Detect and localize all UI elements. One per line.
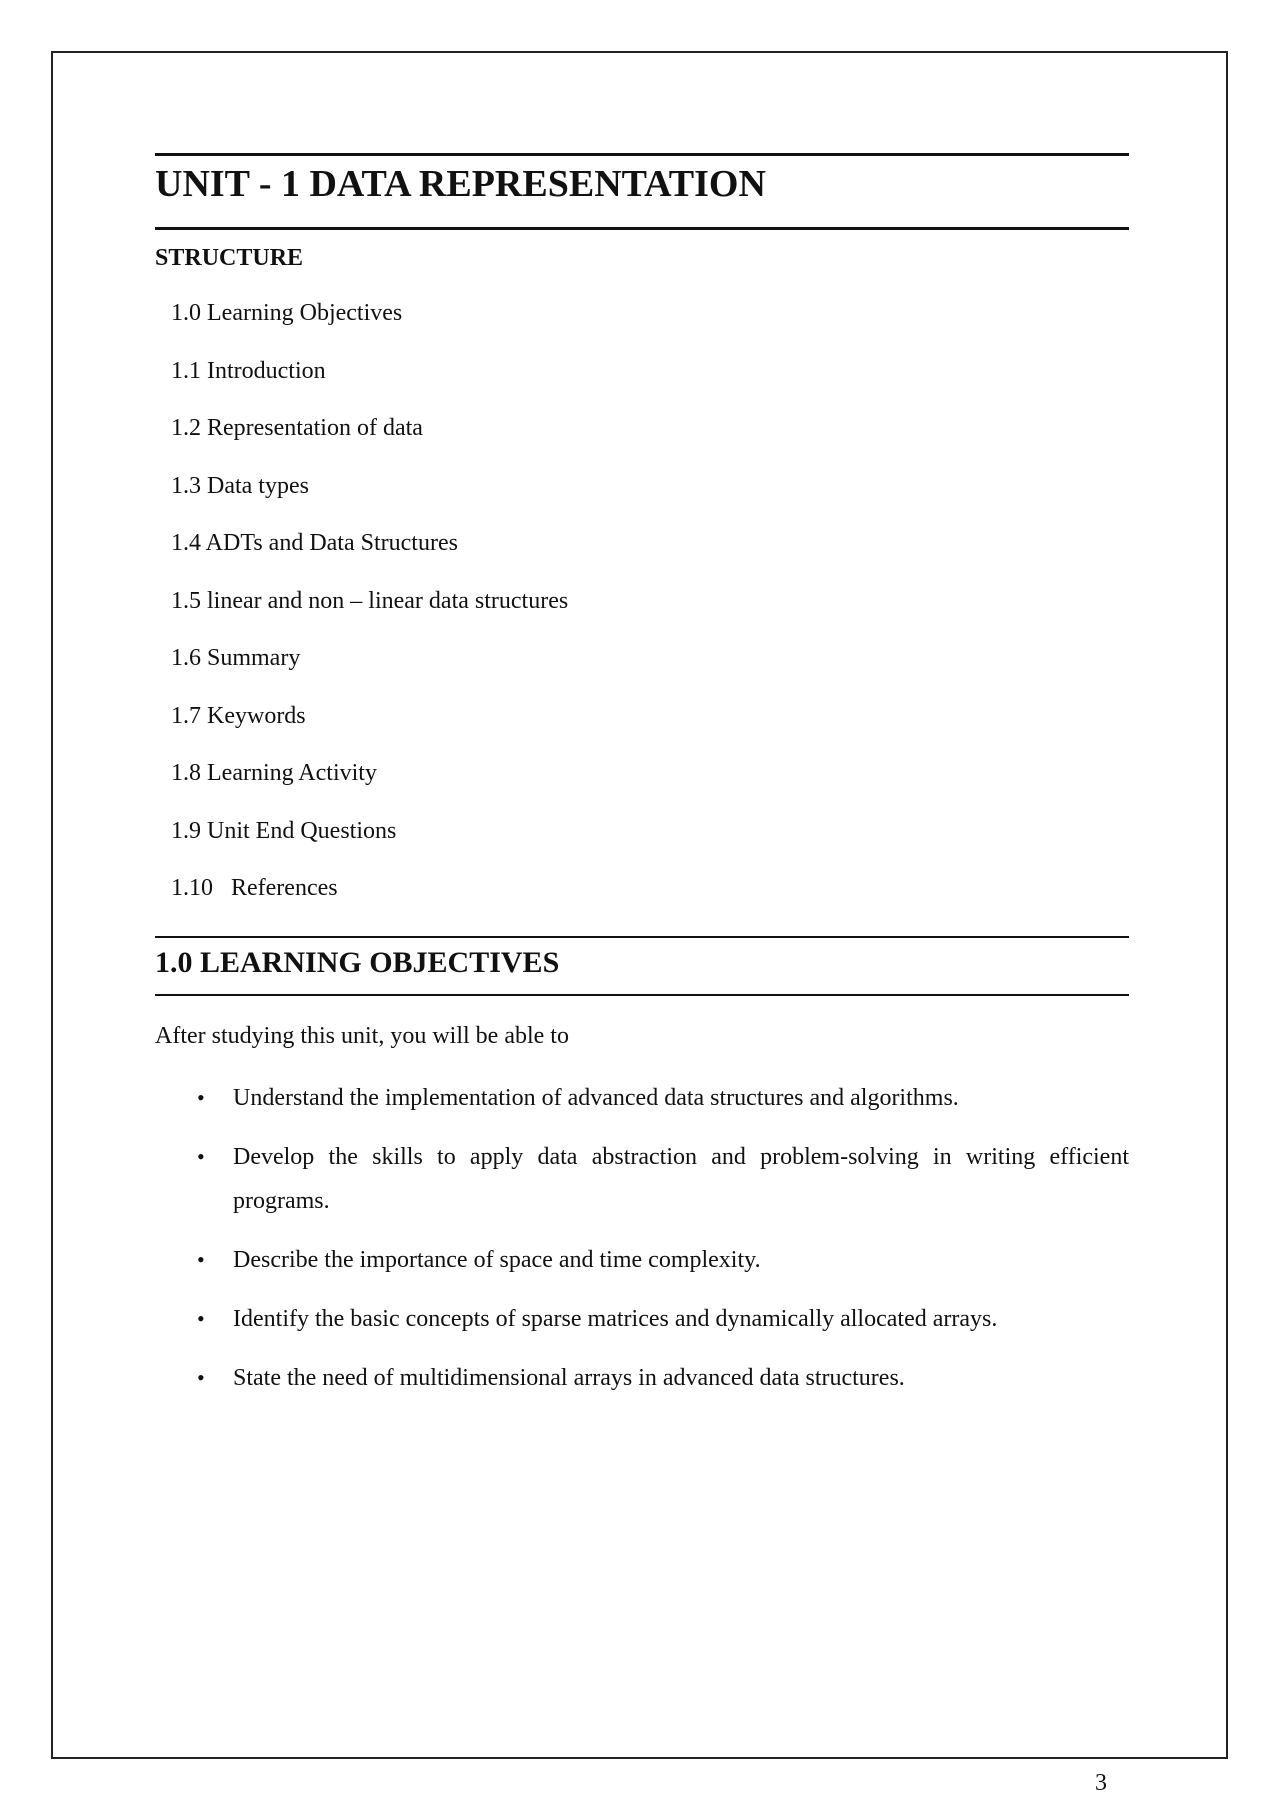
section-top-rule — [155, 936, 1129, 938]
structure-item: 1.6 Summary — [171, 645, 301, 671]
objective-item — [155, 1135, 1129, 1223]
bullet-icon: • — [197, 1144, 205, 1169]
structure-list — [171, 296, 568, 929]
structure-heading: STRUCTURE — [155, 245, 304, 271]
page-number: 3 — [1095, 1770, 1107, 1796]
bullet-icon: • — [197, 1247, 205, 1272]
objective-text: Develop the skills to apply data abstraction and problem-solving in writing efficient programs. — [233, 1144, 1129, 1214]
objective-item — [155, 1076, 1129, 1120]
objective-text: Understand the implementation of advanced data structures and algorithms. — [233, 1085, 959, 1111]
structure-item: 1.4 ADTs and Data Structures — [171, 530, 458, 556]
structure-item: 1.10 References — [171, 875, 338, 901]
section-heading: 1.0 LEARNING OBJECTIVES — [155, 946, 560, 979]
objective-text: Identify the basic concepts of sparse matrices and dynamically allocated arrays. — [233, 1306, 998, 1332]
unit-title: UNIT - 1 DATA REPRESENTATION — [155, 163, 766, 205]
objective-text: State the need of multidimensional arrays in advanced data structures. — [233, 1365, 905, 1391]
structure-item: 1.9 Unit End Questions — [171, 817, 397, 844]
objective-text: Describe the importance of space and time complexity. — [233, 1247, 761, 1273]
structure-item: 1.7 Keywords — [171, 702, 306, 729]
structure-item: 1.0 Learning Objectives — [171, 300, 403, 326]
structure-item: 1.2 Representation of data — [171, 415, 423, 441]
section-bottom-rule — [155, 994, 1129, 996]
objectives-intro: After studying this unit, you will be able to — [155, 1023, 569, 1049]
structure-item: 1.8 Learning Activity — [171, 760, 377, 786]
bullet-icon: • — [197, 1085, 205, 1110]
title-top-rule — [155, 153, 1129, 156]
structure-item: 1.5 linear and non – linear data structures — [171, 587, 569, 614]
objective-item — [155, 1356, 1129, 1400]
title-bottom-rule — [155, 227, 1129, 230]
objective-item — [155, 1297, 1129, 1341]
bullet-icon: • — [197, 1306, 205, 1331]
structure-item: 1.3 Data types — [171, 472, 309, 499]
structure-item: 1.1 Introduction — [171, 357, 326, 384]
bullet-icon: • — [197, 1365, 205, 1390]
objective-item — [155, 1238, 1129, 1282]
objectives-list — [155, 1076, 1129, 1415]
